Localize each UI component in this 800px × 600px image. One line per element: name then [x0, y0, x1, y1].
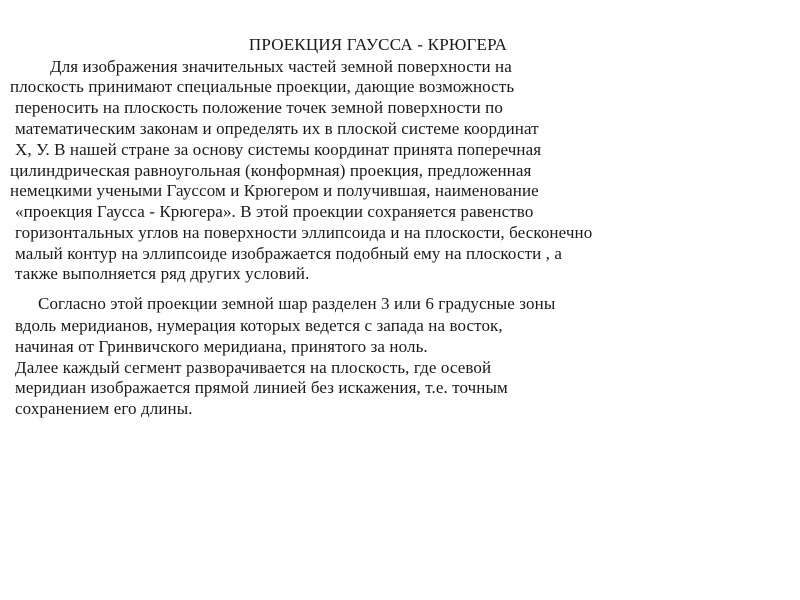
text-line: плоскость принимают специальные проекции, дающие возможность	[10, 77, 515, 96]
text-line: переносить на плоскость положение точек земной поверхности по	[15, 98, 503, 117]
text-line: вдоль меридианов, нумерация которых ведется с запада на восток,	[15, 316, 503, 335]
text-line: цилиндрическая равноугольная (конформная) проекция, предложенная	[10, 161, 532, 180]
text-line: также выполняется ряд других условий.	[15, 264, 310, 283]
text-line: Далее каждый сегмент разворачивается на плоскость, где осевой	[15, 358, 492, 377]
text-line: «проекция Гаусса - Крюгера». В этой проекции сохраняется равенство	[15, 202, 534, 221]
text-line: малый контур на эллипсоиде изображается подобный ему на плоскости , а	[15, 244, 563, 263]
text-line: начиная от Гринвичского меридиана, принятого за ноль.	[15, 337, 428, 356]
text-line: Согласно этой проекции земной шар разделен 3 или 6 градусные зоны	[38, 294, 556, 313]
text-line: немецкими учеными Гауссом и Крюгером и получившая, наименование	[10, 181, 539, 200]
document-title: ПРОЕКЦИЯ ГАУССА - КРЮГЕРА	[248, 35, 508, 54]
text-line: сохранением его длины.	[15, 399, 193, 418]
text-line: горизонтальных углов на поверхности эллипсоида и на плоскости, бесконечно	[15, 223, 593, 242]
text-line: математическим законам и определять их в плоской системе координат	[15, 119, 539, 138]
text-line: меридиан изображается прямой линией без искажения, т.е. точным	[15, 378, 508, 397]
text-line: Для изображения значительных частей земной поверхности на	[50, 57, 512, 76]
text-line: Х, У. В нашей стране за основу системы координат принята поперечная	[15, 140, 542, 159]
